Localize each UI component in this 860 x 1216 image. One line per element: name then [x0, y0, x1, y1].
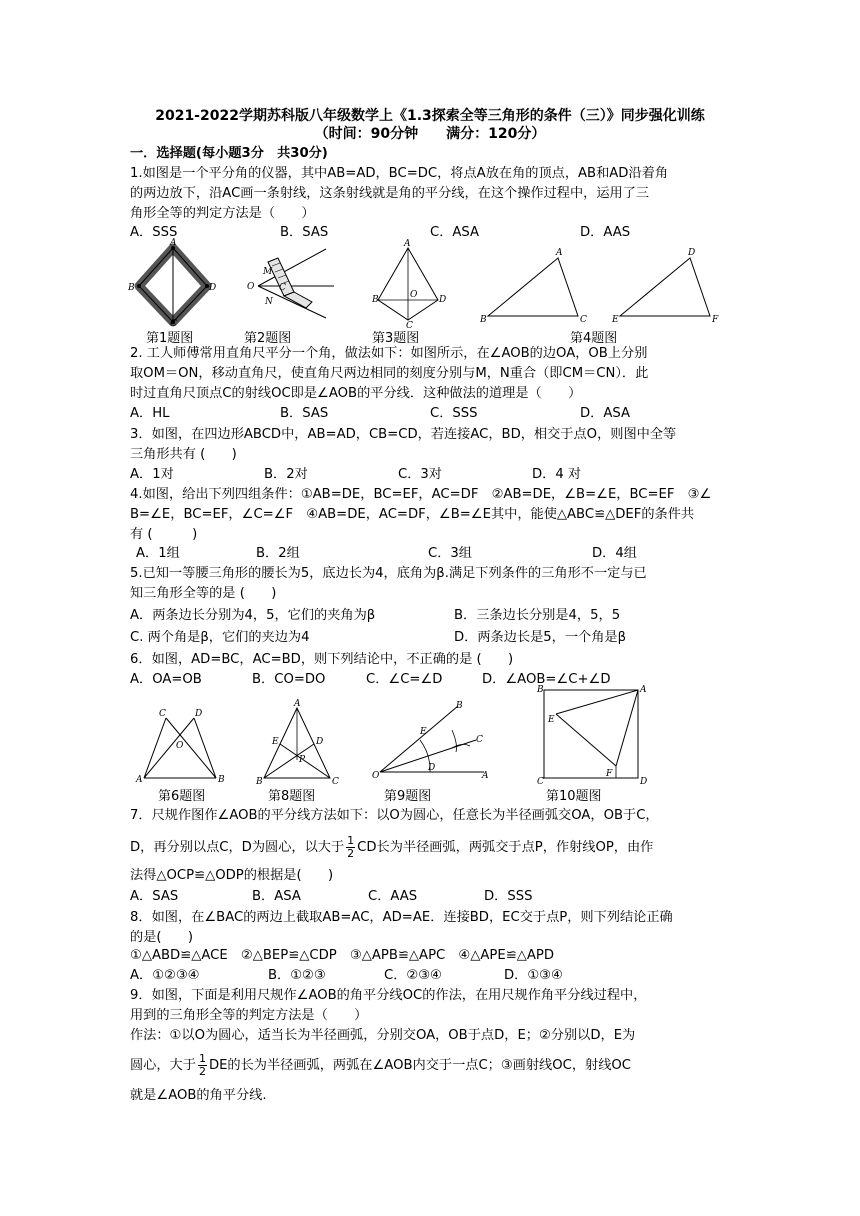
fig9-label-a: A [482, 771, 489, 781]
q7-line2 [130, 832, 653, 864]
figure-6-crossed-triangles [134, 706, 224, 786]
fig6-label-b: B [218, 775, 225, 785]
fig1-label-c: C [170, 319, 177, 329]
figure-9-angle-bisector-construction [372, 700, 492, 786]
fig1-label-d: D [209, 283, 217, 293]
q2-option-a: A．HL [130, 406, 170, 421]
q3-option-c: C．3对 [398, 467, 442, 482]
q5-line1: 5.已知一等腰三角形的腰长为5，底边长为4，底角为β.满足下列条件的三角形不一定与已 [130, 566, 647, 581]
q3-option-a: A．1对 [130, 467, 174, 482]
q4-option-c: C．3组 [428, 546, 472, 561]
fig1-label-a: A [170, 238, 177, 248]
q9-line1: 9．如图，下面是利用尺规作∠AOB的角平分线OC的作法，在用尺规作角平分线过程中， [130, 988, 647, 1003]
fig8-label-d: D [316, 737, 324, 747]
q5-option-c: C. 两个角是β，它们的夹边为4 [130, 630, 310, 645]
figure-3-quadrilateral [372, 239, 447, 331]
q1-option-d: D．AAS [580, 225, 631, 240]
q6-option-d: D．∠AOB=∠C+∠D [482, 672, 611, 687]
section-heading: 一．选择题(每小题3分 共30分) [130, 146, 328, 161]
q4-option-b: B．2组 [256, 546, 300, 561]
q4-line2: B=∠E，BC=EF，∠C=∠F ④AB=DE，AC=DF，∠B=∠E其中，能使△ABC≌△DEF的条件共 [130, 507, 695, 522]
fig8-label-e: E [272, 737, 279, 747]
q8-line2: 的是( ) [130, 930, 194, 945]
q8-option-a: A．①②③④ [130, 968, 200, 983]
q5-option-a: A．两条边长分别为4，5，它们的夹角为β [130, 608, 376, 623]
q2-option-b: B．SAS [280, 406, 329, 421]
q7-option-d: D．SSS [484, 889, 533, 904]
q1-option-b: B．SAS [280, 225, 329, 240]
fig10-label-e: E [548, 715, 555, 725]
q6-option-b: B．CO=DO [252, 672, 326, 687]
fig6-label-o: O [176, 741, 184, 751]
fig10-label-f: F [606, 769, 613, 779]
figure-8-triangle-cevians [256, 700, 338, 786]
q8-option-b: B．①②③ [268, 968, 326, 983]
q9-line3: 作法：①以O为圆心，适当长为半径画弧，分别交OA，OB于点D，E；②分别以D，E为 [130, 1028, 636, 1043]
fig2-label-o: O [247, 282, 255, 292]
fig1-label-b: B [128, 283, 135, 293]
q4-option-a: A．1组 [136, 546, 180, 561]
q9-line4-end: DE的长为半径画弧，两弧在∠AOB内交于一点C；③画射线OC，射线OC [208, 1058, 631, 1073]
fig3-label-d: D [439, 295, 447, 305]
figure-1-angle-bisector-tool [128, 238, 218, 329]
q5-option-b: B．三条边长分别是4，5，5 [454, 608, 621, 623]
q8-line3: ①△ABD≌△ACE ②△BEP≌△CDP ③△APB≌△APC ④△APE≌△APD [130, 948, 555, 963]
q2-line3: 时过直角尺顶点C的射线OC即是∠AOB的平分线．这种做法的道理是（ ） [130, 386, 582, 401]
q7-option-b: B．ASA [252, 889, 301, 904]
fig10-label-b: B [537, 685, 544, 695]
q2-option-d: D．ASA [580, 406, 631, 421]
q4-line1: 4.如图，给出下列四组条件：①AB=DE，BC=EF，AC=DF ②AB=DE，∠B=∠E，BC=EF ③∠ [130, 487, 712, 502]
fig3-label-c: C [406, 321, 413, 331]
worksheet-subtitle: （时间：90分钟 满分：120分） [314, 126, 546, 142]
fig2-label-m: M [263, 267, 273, 277]
fig4-label-a: A [556, 248, 563, 258]
fig3-label-o: O [410, 290, 418, 300]
q2-line2: 取OM＝ON，移动直角尺，使直角尺两边相同的刻度分别与M，N重合（即CM＝CN）．此 [130, 366, 649, 381]
q9-line4 [130, 1050, 631, 1082]
fig8-label-b: B [256, 777, 263, 787]
q7-option-c: C．AAS [368, 889, 418, 904]
q9-fraction-half [198, 1053, 207, 1078]
fig9-label-c: C [476, 735, 483, 745]
fig8-label-p: P [299, 755, 306, 765]
fig2-label-c: C [279, 283, 286, 293]
q7-line2-start: D，再分别以点C，D为圆心，以大于 [130, 840, 345, 855]
q5-line2: 知三角形全等的是 ( ) [130, 586, 277, 601]
q7-line1: 7．尺规作图作∠AOB的平分线方法如下：以O为圆心，任意长为半径画弧交OA，OB于C， [130, 808, 659, 823]
q7-line2-end: CD长为半径画弧，两弧交于点P，作射线OP，由作 [357, 840, 654, 855]
fig3-label-a: A [404, 239, 411, 249]
q5-option-d: D．两条边长是5，一个角是β [454, 630, 627, 645]
q9-line5: 就是∠AOB的角平分线. [130, 1088, 267, 1103]
fig10-label-c: C [537, 777, 544, 787]
fig9-label-d: D [428, 763, 436, 773]
caption-fig4: 第4题图 [570, 331, 618, 346]
figure-2-carpenter-square [246, 244, 336, 326]
fig10-label-d: D [640, 777, 648, 787]
fig4-label-c: C [580, 315, 587, 325]
q3-option-d: D．4 对 [532, 467, 582, 482]
caption-fig1: 第1题图 [146, 331, 194, 346]
q9-line2: 用到的三角形全等的判定方法是（ ） [130, 1008, 368, 1023]
fig6-label-a: A [136, 775, 143, 785]
q2-option-c: C．SSS [430, 406, 478, 421]
worksheet-title: 2021-2022学期苏科版八年级数学上《1.3探索全等三角形的条件（三）》同步强化训练 [155, 108, 705, 124]
fig8-label-c: C [332, 777, 339, 787]
q4-line3: 有 ( ) [130, 527, 198, 542]
q8-option-d: D．①③④ [504, 968, 563, 983]
fig3-label-b: B [372, 295, 379, 305]
q6-option-a: A．OA=OB [130, 672, 202, 687]
q7-frac-den: 2 [347, 846, 355, 860]
fig8-label-a: A [294, 699, 301, 709]
fig6-label-d: D [195, 709, 203, 719]
q3-option-b: B．2对 [264, 467, 308, 482]
caption-fig6: 第6题图 [158, 789, 206, 804]
q4-option-d: D．4组 [592, 546, 637, 561]
q8-line1: 8．如图，在∠BAC的两边上截取AB=AC，AD=AE．连接BD，EC交于点P，则下列结论正确 [130, 910, 673, 925]
q1-line3: 角形全等的判定方法是（ ） [130, 206, 315, 221]
figure-10-square [534, 684, 650, 786]
q7-fraction-half [346, 835, 355, 860]
fig9-label-o: O [372, 771, 380, 781]
q7-frac-num: 1 [347, 833, 355, 847]
q9-line4-start: 圆心，大于 [130, 1058, 196, 1073]
fig6-label-c: C [159, 709, 166, 719]
q3-line2: 三角形共有 ( ) [130, 447, 237, 462]
q3-line1: 3．如图，在四边形ABCD中，AB=AD，CB=CD，若连接AC，BD，相交于点O，则图中全等 [130, 427, 677, 442]
q1-line2: 的两边放下，沿AC画一条射线，这条射线就是角的平分线，在这个操作过程中，运用了三 [130, 186, 650, 201]
fig9-label-e: E [420, 727, 427, 737]
caption-fig9: 第9题图 [384, 789, 432, 804]
caption-fig10: 第10题图 [546, 789, 602, 804]
q1-option-c: C．ASA [430, 225, 480, 240]
q2-line1: 2. 工人师傅常用直角尺平分一个角，做法如下：如图所示，在∠AOB的边OA，OB上分别 [130, 346, 648, 361]
caption-fig8: 第8题图 [268, 789, 316, 804]
fig4-label-f: F [712, 315, 719, 325]
caption-fig2: 第2题图 [244, 331, 292, 346]
q6-line1: 6．如图，AD=BC，AC=BD，则下列结论中，不正确的是 ( ) [130, 652, 514, 667]
q1-option-a: A．SSS [130, 225, 178, 240]
q8-option-c: C．②③④ [384, 968, 442, 983]
fig4-label-b: B [480, 315, 487, 325]
q6-option-c: C．∠C=∠D [366, 672, 443, 687]
q1-line1: 1.如图是一个平分角的仪器，其中AB=AD，BC=DC，将点A放在角的顶点，AB和AD沿着角 [130, 166, 669, 181]
caption-fig3: 第3题图 [372, 331, 420, 346]
fig2-label-n: N [265, 297, 273, 307]
fig10-label-a: A [640, 685, 647, 695]
figure-4-two-triangles [480, 246, 720, 326]
fig4-label-d: D [688, 248, 696, 258]
q7-option-a: A．SAS [130, 889, 179, 904]
fig9-label-b: B [456, 701, 463, 711]
q9-frac-num: 1 [198, 1051, 206, 1065]
fig4-label-e: E [612, 315, 619, 325]
q7-line3: 法得△OCP≌△ODP的根据是( ) [130, 868, 334, 883]
q9-frac-den: 2 [198, 1064, 206, 1078]
